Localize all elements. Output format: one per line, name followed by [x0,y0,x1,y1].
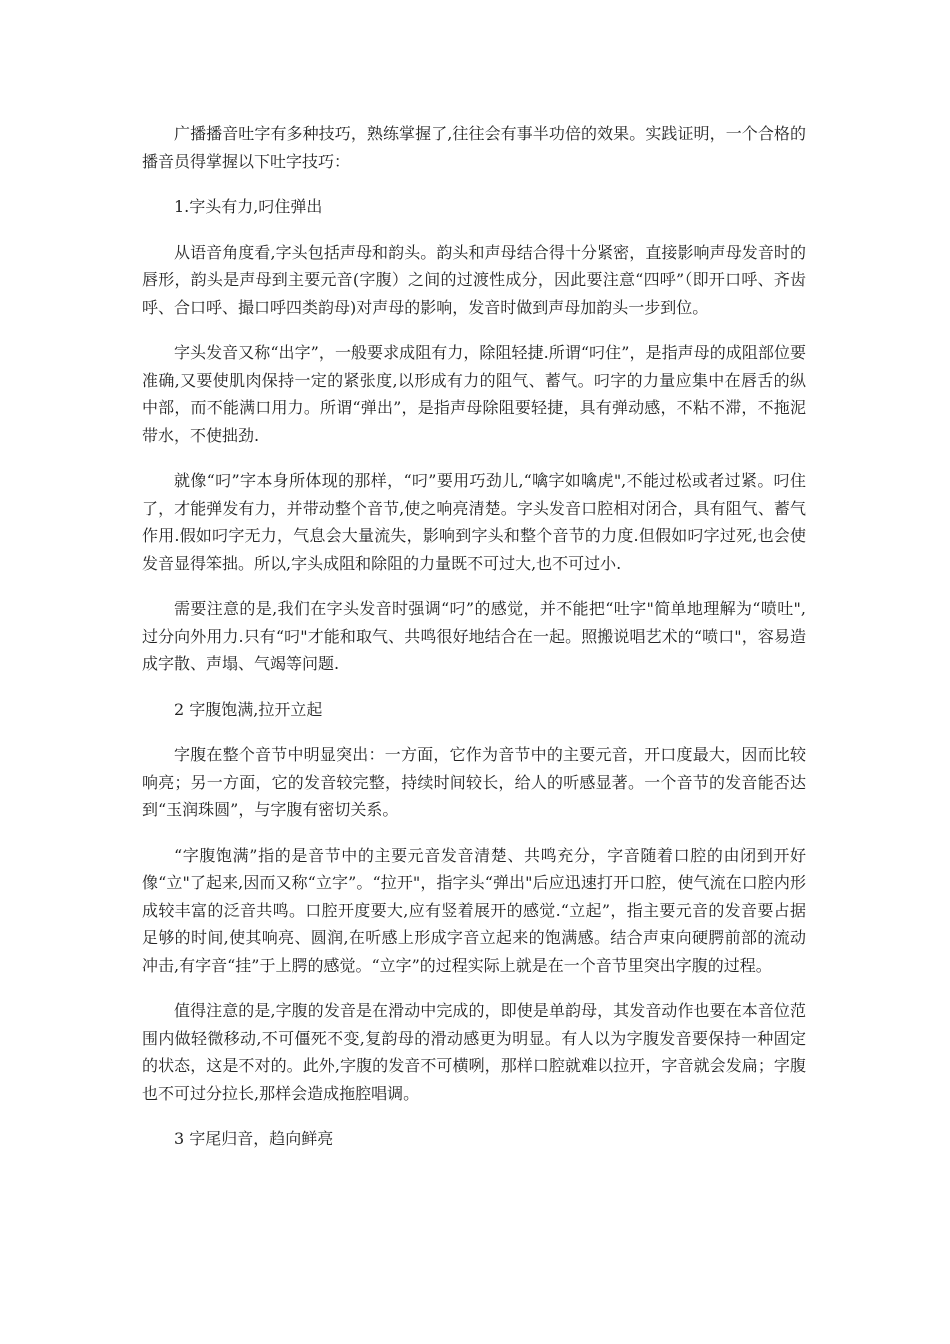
paragraph: 需要注意的是,我们在字头发音时强调“叼”的感觉，并不能把“吐字"简单地理解为“喷吐",过分向外用力.只有“叼"才能和取气、共鸣很好地结合在一起。照搬说唱艺术的“喷口"，容易造成字散、声塌、气竭等问题. [142,599,806,673]
paragraph: 就像“叼”字本身所体现的那样，“叼”要用巧劲儿,“噙字如噙虎",不能过松或者过紧。叼住了，才能弹发有力，并带动整个音节,使之响亮清楚。字头发音口腔相对闭合，具有阻气、蓄气作用.假如叼字无力，气息会大量流失，影响到字头和整个音节的力度.但假如叼字过死,也会使发音显得笨拙。所以,字头成阻和除阻的力量既不可过大,也不可过小. [142,471,806,573]
document-body [142,120,806,1171]
section-heading-3: 3 字尾归音，趋向鲜亮 [174,1129,334,1148]
paragraph-intro: 广播播音吐字有多种技巧，熟练掌握了,往往会有事半功倍的效果。实践证明，一个合格的播音员得掌握以下吐字技巧： [142,124,806,171]
paragraph: “字腹饱满”指的是音节中的主要元音发音清楚、共鸣充分，字音随着口腔的由闭到开好像“立"了起来,因而又称“立字”。“拉开"，指字头“弹出"后应迅速打开口腔，使气流在口腔内形成较丰富的泛音共鸣。口腔开度要大,应有竖着展开的感觉.“立起”，指主要元音的发音要占据足够的时间,使其响亮、圆润,在听感上形成字音立起来的饱满感。结合声束向硬腭前部的流动冲击,有字音“挂”于上腭的感觉。“立字”的过程实际上就是在一个音节里突出字腹的过程。 [142,845,806,975]
paragraph: 从语音角度看,字头包括声母和韵头。韵头和声母结合得十分紧密，直接影响声母发音时的唇形，韵头是声母到主要元音(字腹）之间的过渡性成分，因此要注意“四呼”（即开口呼、齐齿呼、合口呼、撮口呼四类韵母)对声母的影响，发音时做到声母加韵头一步到位。 [142,242,806,317]
paragraph: 值得注意的是,字腹的发音是在滑动中完成的，即使是单韵母，其发音动作也要在本音位范围内做轻微移动,不可僵死不变,复韵母的滑动感更为明显。有人以为字腹发音要保持一种固定的状态，这是不对的。此外,字腹的发音不可横咧，那样口腔就难以拉开，字音就会发扁；字腹也不可过分拉长,那样会造成拖腔唱调。 [142,1001,806,1103]
section-heading-1: 1.字头有力,叼住弹出 [174,197,323,216]
paragraph: 字腹在整个音节中明显突出：一方面，它作为音节中的主要元音，开口度最大，因而比较响亮；另一方面，它的发音较完整，持续时间较长，给人的听感显著。一个音节的发音能否达到“玉润珠圆”，与字腹有密切关系。 [142,745,806,819]
section-heading-2: 2 字腹饱满,拉开立起 [174,699,323,719]
paragraph: 字头发音又称“出字”，一般要求成阻有力，除阻轻捷.所谓“叼住”，是指声母的成阻部位要准确,又要使肌肉保持一定的紧张度,以形成有力的阻气、蓄气。叼字的力量应集中在唇舌的纵中部，而不能满口用力。所谓“弹出”，是指声母除阻要轻捷，具有弹动感，不粘不滞，不拖泥带水，不使拙劲. [142,343,806,445]
